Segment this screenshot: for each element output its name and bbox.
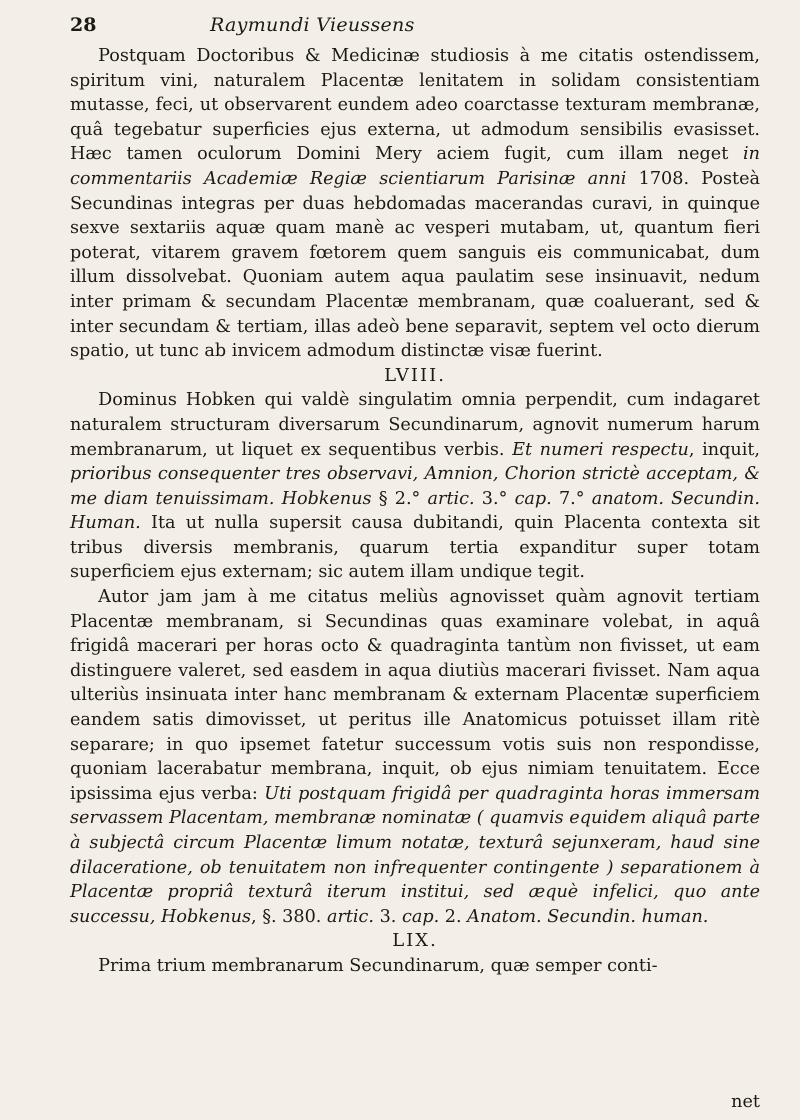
page-number: 28: [70, 14, 97, 36]
paragraph-2-text: Dominus Hobken qui valdè singulatim omnia perpendit, cum indagaret naturalem structuram diversarum Secundinarum, agnovit numerum harum membranarum, ut liquet ex sequentibus verbis.: [70, 390, 760, 460]
cite-cap: cap.: [514, 488, 552, 509]
paragraph-2-text-d: 3.°: [474, 488, 515, 509]
paragraph-2: [70, 388, 760, 585]
paragraph-3-text-d: 2.: [439, 906, 468, 927]
cite-artic: artic.: [427, 488, 475, 509]
paragraph-3-text-b: , §. 380.: [251, 906, 327, 927]
running-head: [70, 14, 760, 44]
paragraph-3: [70, 585, 760, 929]
paragraph-2-text-b: , inquit,: [688, 439, 760, 460]
paragraph-4: Prima trium membranarum Secundinarum, quæ semper conti-: [98, 955, 658, 976]
body-text: [70, 44, 760, 979]
quote-2: prioribus consequenter tres observavi, Amnion, Chorion strictè acceptam, & me diam tenuissimam. Hobkenus: [70, 464, 760, 509]
quote-hobkenus: Uti postquam frigidâ per quadraginta horas immersam servassem Placentam, membranæ nominatæ ( quamvis equidem aliquâ parte à subjectâ circum Placentæ limum notatæ, texturâ sejunxeram, haud sine dilaceratione, ob tenuitatem non infrequenter contingente ) separationem à Placentæ propriâ texturâ iterum institui, sed æquè infelici, quo ante successu, Hobkenus: [70, 783, 760, 927]
paragraph-2-text-e: 7.°: [551, 488, 592, 509]
running-title: Raymundi Vieussens: [210, 14, 415, 36]
section-number-59: LIX.: [392, 930, 438, 952]
cite-artic-2: artic.: [326, 906, 374, 927]
section-number-58: LVIII.: [384, 364, 446, 386]
paragraph-3-text: Autor jam jam à me citatus meliùs agnovisset quàm agnovit tertiam Placentæ membranam, si Secundinas quas examinare volebat, in aquâ frigidâ macerari per horas octo & quadraginta tantùm non fivisset, ut eam distinguere valeret, sed easdem in aqua diutiùs macerari fivisset. Nam aqua ulteriùs insinuata inter hanc membranam & externam Placentæ superficiem eandem satis dimovisset, ut peritus ille Anatomicus potuisset illam ritè separare; in quo ipsemet fatetur successum votis suis non respondisse, quoniam lacerabatur membrana, inquit, ob ejus nimiam tenuitatem. Ecce ipsissima ejus verba:: [70, 587, 760, 804]
paragraph-1-text: Postquam Doctoribus & Medicinæ studiosis à me citatis ostendissem, spiritum vini, naturalem Placentæ lenitatem in solidam consistentiam mutasse, feci, ut observarent eundem adeo coarctasse texturam membranæ, quâ tegebatur superficies ejus externa, ut admodum sensibilis evasisset. Hæc tamen oculorum Domini Mery aciem fugit, cum illam neget: [70, 46, 760, 165]
paragraph-1-text-b: 1708. Posteà Secundinas integras per duas hebdomadas macerandas curavi, in quinque sexve sextariis aquæ quam manè ac vesperi mutabam, ut, quantum fieri poterat, vitarem gravem fœtorem quem sanguis eis communicabat, dum illum dissolvebat. Quoniam autem aqua paulatim sese insinuavit, nedum inter primam & secundam Placentæ membranam, quæ coaluerant, sed & inter secundam & tertiam, illas adeò bene separavit, septem vel octo dierum spatio, ut tunc ab invicem admodum distinctæ visæ fuerint.: [70, 168, 760, 362]
paragraph-2-text-c: § 2.°: [371, 488, 428, 509]
paragraph-3-text-c: 3.: [374, 906, 402, 927]
cite-anatom: anatom. Secundin. Human.: [70, 488, 760, 534]
catchword: net: [731, 1092, 760, 1112]
cite-cap-2: cap.: [401, 906, 440, 927]
quote-1: Et numeri respectu: [512, 439, 689, 460]
paragraph-1: [70, 44, 760, 364]
cite-anatom-2: Anatom. Secundin. human.: [467, 906, 709, 927]
paragraph-2-text-f: Ita ut nulla supersit causa dubitandi, quin Placenta contexta sit tribus diversis membranis, quarum tertia expanditur super totam superficiem ejus externam; sic autem illam undique tegit.: [70, 513, 760, 583]
citation-academia: in commentariis Academiæ Regiæ scientiarum Parisinæ anni: [70, 144, 760, 189]
